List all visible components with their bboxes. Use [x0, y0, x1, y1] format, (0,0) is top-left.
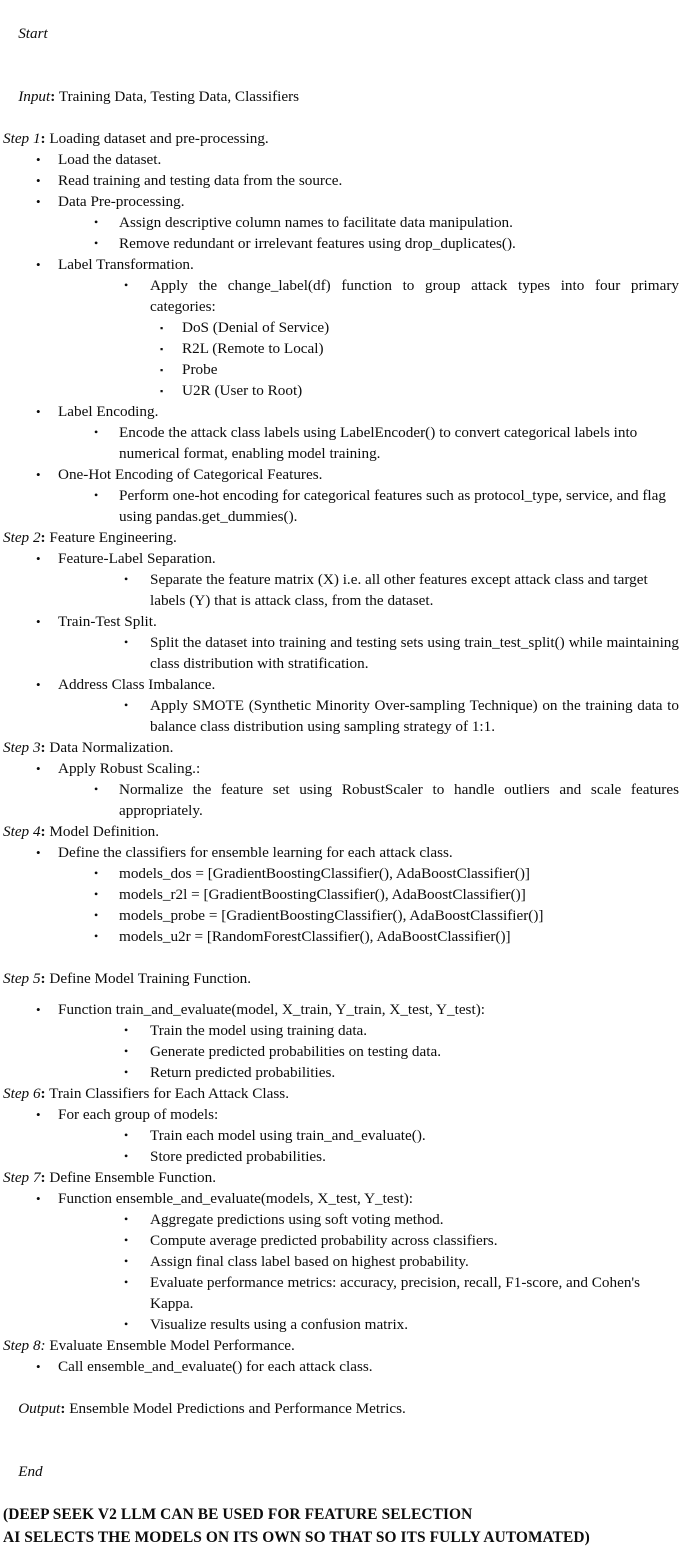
disc-bullet-icon: •	[36, 404, 41, 419]
disc-bullet-icon: •	[124, 1023, 129, 1037]
step-heading	[2, 128, 682, 149]
list-item-text: Data Pre-processing.	[58, 193, 185, 210]
disc-bullet-icon: •	[94, 488, 99, 502]
disc-bullet-icon: •	[124, 1317, 129, 1331]
disc-bullet-icon: •	[94, 236, 99, 250]
list-item-text: Compute average predicted probability across classifiers.	[150, 1232, 498, 1249]
list-item	[2, 1251, 682, 1272]
step-keyword: Step 5	[3, 970, 41, 987]
step-colon: :	[40, 739, 46, 756]
step-title: Model Definition.	[45, 823, 160, 840]
list-item-text: Label Transformation.	[58, 256, 194, 273]
list-item-text: DoS (Denial of Service)	[182, 319, 330, 336]
list-item	[2, 1062, 682, 1083]
line-input	[2, 65, 682, 128]
square-bullet-icon: ▪	[160, 344, 164, 354]
list-item-text: R2L (Remote to Local)	[182, 340, 324, 357]
disc-bullet-icon: •	[36, 467, 41, 482]
step-colon: :	[40, 1169, 46, 1186]
list-item	[2, 611, 682, 632]
list-item-text: Store predicted probabilities.	[150, 1148, 326, 1165]
disc-bullet-icon: •	[124, 572, 129, 586]
disc-bullet-icon: •	[124, 278, 129, 292]
list-item	[2, 569, 682, 611]
list-item-text: Address Class Imbalance.	[58, 676, 216, 693]
automation-note-line-2: AI SELECTS THE MODELS ON ITS OWN SO THAT SO ITS FULLY AUTOMATED)	[3, 1529, 590, 1546]
disc-bullet-icon: •	[124, 1254, 129, 1268]
list-item-text: Evaluate performance metrics: accuracy, precision, recall, F1-score, and Cohen's Kappa.	[150, 1274, 644, 1312]
list-item-text: Visualize results using a confusion matrix.	[150, 1316, 409, 1333]
disc-bullet-icon: •	[36, 551, 41, 566]
vertical-spacer	[2, 989, 682, 999]
list-item-text: Train the model using training data.	[150, 1022, 368, 1039]
disc-bullet-icon: •	[124, 698, 129, 712]
list-item	[2, 632, 682, 674]
list-item	[2, 905, 682, 926]
list-item	[2, 149, 682, 170]
list-item-text: Assign descriptive column names to facilitate data manipulation.	[119, 214, 513, 231]
list-item-text: Return predicted probabilities.	[150, 1064, 336, 1081]
disc-bullet-icon: •	[124, 635, 129, 649]
list-item	[2, 926, 682, 947]
list-item	[2, 758, 682, 779]
step-title: Define Model Training Function.	[45, 970, 252, 987]
disc-bullet-icon: •	[36, 845, 41, 860]
step-keyword: Step 7	[3, 1169, 41, 1186]
step-keyword: Step 6	[3, 1085, 41, 1102]
list-item-text: Train each model using train_and_evaluate().	[150, 1127, 426, 1144]
disc-bullet-icon: •	[36, 1359, 41, 1374]
list-item	[2, 695, 682, 737]
list-item-text: For each group of models:	[58, 1106, 219, 1123]
list-item-text: Encode the attack class labels using LabelEncoder() to convert categorical labels into numerical format, enabling model training.	[119, 424, 642, 462]
disc-bullet-icon: •	[36, 152, 41, 167]
list-item	[2, 1272, 682, 1314]
vertical-spacer	[2, 947, 682, 968]
disc-bullet-icon: •	[94, 929, 99, 943]
disc-bullet-icon: •	[124, 1149, 129, 1163]
list-item	[2, 1125, 682, 1146]
list-item	[2, 863, 682, 884]
list-item	[2, 317, 682, 338]
list-item	[2, 779, 682, 821]
list-item-text: Apply SMOTE (Synthetic Minority Over-sampling Technique) on the training data to balance class distribution using sampling strategy of 1:1.	[150, 697, 679, 735]
list-item-text: Generate predicted probabilities on testing data.	[150, 1043, 441, 1060]
list-item	[2, 359, 682, 380]
list-item	[2, 1209, 682, 1230]
list-item	[2, 1104, 682, 1125]
list-item-text: Apply the change_label(df) function to group attack types into four primary categories:	[150, 277, 679, 315]
list-item-text: models_dos = [GradientBoostingClassifier(), AdaBoostClassifier()]	[119, 865, 530, 882]
list-item-text: Label Encoding.	[58, 403, 159, 420]
list-item	[2, 1041, 682, 1062]
list-item-text: Assign final class label based on highest probability.	[150, 1253, 469, 1270]
automation-note	[2, 1503, 682, 1549]
disc-bullet-icon: •	[36, 761, 41, 776]
disc-bullet-icon: •	[36, 614, 41, 629]
disc-bullet-icon: •	[36, 257, 41, 272]
list-item-text: Probe	[182, 361, 218, 378]
list-item-text: Perform one-hot encoding for categorical features such as protocol_type, service, and flag using pandas.get_dummies().	[119, 487, 670, 525]
step-heading	[2, 527, 682, 548]
disc-bullet-icon: •	[36, 1002, 41, 1017]
list-item	[2, 191, 682, 212]
list-item-text: Normalize the feature set using RobustScaler to handle outliers and scale features appropriately.	[119, 781, 679, 819]
square-bullet-icon: ▪	[160, 365, 164, 375]
list-item	[2, 842, 682, 863]
step-title: Data Normalization.	[45, 739, 174, 756]
list-item-text: Split the dataset into training and testing sets using train_test_split() while maintaining class distribution with stratification.	[150, 634, 679, 672]
input-keyword: Input	[18, 88, 51, 105]
list-item-text: U2R (User to Root)	[182, 382, 303, 399]
end-keyword: End	[18, 1463, 43, 1480]
step-heading	[2, 1083, 682, 1104]
list-item	[2, 999, 682, 1020]
step-colon: :	[40, 529, 46, 546]
list-item	[2, 464, 682, 485]
square-bullet-icon: ▪	[160, 323, 164, 333]
disc-bullet-icon: •	[94, 215, 99, 229]
list-item-text: One-Hot Encoding of Categorical Features.	[58, 466, 323, 483]
list-item	[2, 548, 682, 569]
list-item	[2, 254, 682, 275]
list-item	[2, 170, 682, 191]
list-item	[2, 1146, 682, 1167]
list-item	[2, 1020, 682, 1041]
step-title: Feature Engineering.	[45, 529, 177, 546]
disc-bullet-icon: •	[124, 1275, 129, 1289]
disc-bullet-icon: •	[94, 866, 99, 880]
disc-bullet-icon: •	[36, 677, 41, 692]
output-text: Ensemble Model Predictions and Performance Metrics.	[65, 1400, 406, 1417]
step-title: Evaluate Ensemble Model Performance.	[45, 1337, 295, 1354]
list-item-text: Feature-Label Separation.	[58, 550, 216, 567]
list-item-text: models_u2r = [RandomForestClassifier(), AdaBoostClassifier()]	[119, 928, 511, 945]
step-colon: :	[40, 130, 46, 147]
steps-container	[2, 128, 682, 1377]
step-colon: :	[40, 1337, 46, 1354]
list-item-text: Call ensemble_and_evaluate() for each attack class.	[58, 1358, 373, 1375]
list-item-text: Apply Robust Scaling.:	[58, 760, 201, 777]
list-item	[2, 338, 682, 359]
output-keyword: Output	[18, 1400, 61, 1417]
step-keyword: Step 8	[3, 1337, 41, 1354]
disc-bullet-icon: •	[124, 1044, 129, 1058]
list-item	[2, 1356, 682, 1377]
step-heading	[2, 821, 682, 842]
list-item	[2, 212, 682, 233]
disc-bullet-icon: •	[36, 1107, 41, 1122]
list-item-text: Aggregate predictions using soft voting method.	[150, 1211, 444, 1228]
step-title: Define Ensemble Function.	[45, 1169, 217, 1186]
disc-bullet-icon: •	[94, 908, 99, 922]
step-colon: :	[40, 1085, 46, 1102]
step-keyword: Step 1	[3, 130, 41, 147]
list-item	[2, 884, 682, 905]
step-heading	[2, 737, 682, 758]
disc-bullet-icon: •	[36, 1191, 41, 1206]
list-item	[2, 233, 682, 254]
list-item-text: Remove redundant or irrelevant features using drop_duplicates().	[119, 235, 516, 252]
disc-bullet-icon: •	[124, 1233, 129, 1247]
step-heading	[2, 968, 682, 989]
disc-bullet-icon: •	[94, 887, 99, 901]
line-end	[2, 1440, 682, 1503]
input-colon: :	[50, 88, 56, 105]
step-title: Loading dataset and pre-processing.	[45, 130, 269, 147]
step-title: Train Classifiers for Each Attack Class.	[45, 1085, 290, 1102]
step-keyword: Step 3	[3, 739, 41, 756]
list-item	[2, 674, 682, 695]
list-item-text: Load the dataset.	[58, 151, 162, 168]
disc-bullet-icon: •	[36, 173, 41, 188]
list-item-text: Function ensemble_and_evaluate(models, X_test, Y_test):	[58, 1190, 413, 1207]
list-item-text: Read training and testing data from the source.	[58, 172, 343, 189]
list-item-text: Separate the feature matrix (X) i.e. all other features except attack class and target labels (Y) that is attack class, from the dataset.	[150, 571, 652, 609]
list-item	[2, 422, 682, 464]
list-item-text: Function train_and_evaluate(model, X_train, Y_train, X_test, Y_test):	[58, 1001, 485, 1018]
input-text: Training Data, Testing Data, Classifiers	[55, 88, 300, 105]
start-keyword: Start	[18, 25, 48, 42]
step-heading	[2, 1167, 682, 1188]
list-item	[2, 1188, 682, 1209]
disc-bullet-icon: •	[124, 1065, 129, 1079]
disc-bullet-icon: •	[94, 425, 99, 439]
list-item	[2, 1314, 682, 1335]
list-item	[2, 1230, 682, 1251]
automation-note-line-1: (DEEP SEEK V2 LLM CAN BE USED FOR FEATURE SELECTION	[3, 1506, 473, 1523]
disc-bullet-icon: •	[94, 782, 99, 796]
list-item	[2, 485, 682, 527]
disc-bullet-icon: •	[124, 1128, 129, 1142]
list-item	[2, 401, 682, 422]
line-output	[2, 1377, 682, 1440]
list-item	[2, 380, 682, 401]
step-colon: :	[40, 970, 46, 987]
disc-bullet-icon: •	[36, 194, 41, 209]
list-item-text: models_r2l = [GradientBoostingClassifier(), AdaBoostClassifier()]	[119, 886, 526, 903]
list-item-text: Define the classifiers for ensemble learning for each attack class.	[58, 844, 453, 861]
line-start	[2, 2, 682, 65]
step-keyword: Step 4	[3, 823, 41, 840]
list-item-text: Train-Test Split.	[58, 613, 157, 630]
disc-bullet-icon: •	[124, 1212, 129, 1226]
step-heading	[2, 1335, 682, 1356]
list-item-text: models_probe = [GradientBoostingClassifier(), AdaBoostClassifier()]	[119, 907, 544, 924]
step-keyword: Step 2	[3, 529, 41, 546]
step-colon: :	[40, 823, 46, 840]
square-bullet-icon: ▪	[160, 386, 164, 396]
output-colon: :	[60, 1400, 66, 1417]
list-item	[2, 275, 682, 317]
